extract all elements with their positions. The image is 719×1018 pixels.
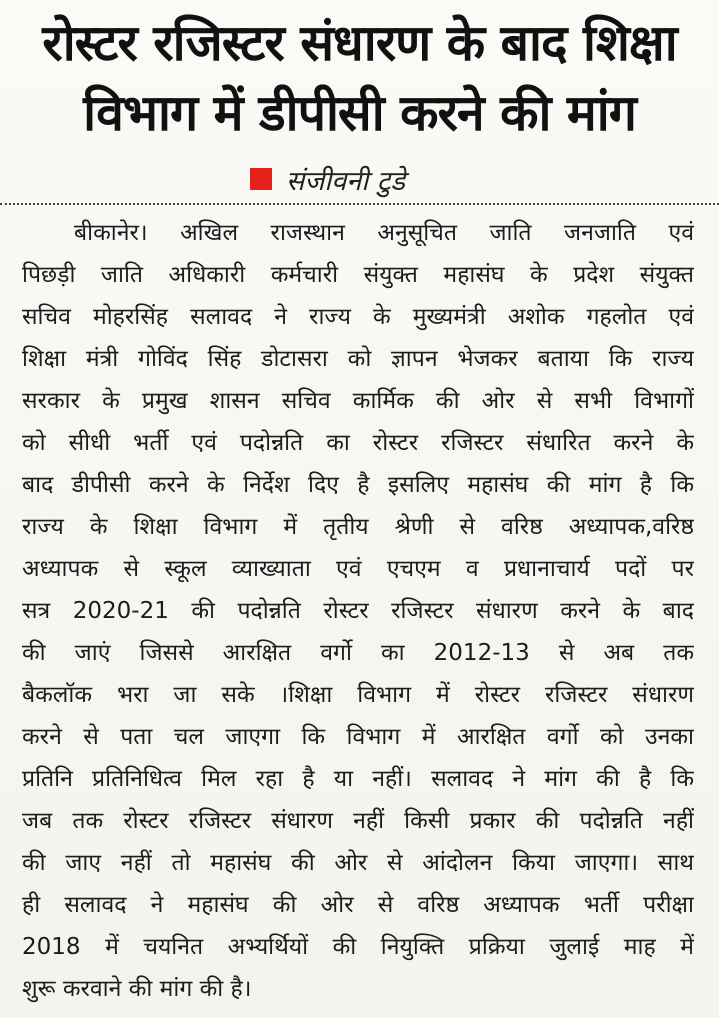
byline: [250, 162, 405, 196]
headline-line-1: रोस्टर रजिस्टर संधारण के बाद शिक्षा: [42, 14, 677, 72]
dotted-divider: [0, 203, 719, 205]
body-line: शुरू करवाने की मांग की है।: [22, 976, 252, 1002]
red-square-bullet-icon: [250, 168, 272, 190]
headline: [10, 8, 709, 148]
body-line: करने से पता चल जाएगा कि विभाग में आरक्षित वर्गो को उनका: [22, 724, 694, 750]
body-line: बीकानेर। अखिल राजस्थान अनुसूचित जाति जनजाति एवं: [74, 220, 694, 246]
body-line: को सीधी भर्ती एवं पदोन्नति का रोस्टर रजिस्टर संधारित करने के: [22, 430, 694, 456]
body-line: अध्यापक से स्कूल व्याख्याता एवं एचएम व प्रधानाचार्य पदों पर: [22, 556, 694, 582]
body-line: बाद डीपीसी करने के निर्देश दिए है इसलिए महासंघ की मांग है कि: [22, 472, 694, 498]
byline-source: संजीवनी टुडे: [286, 165, 405, 197]
body-line: सचिव मोहरसिंह सलावद ने राज्य के मुख्यमंत्री अशोक गहलोत एवं: [22, 304, 694, 330]
body-line: सरकार के प्रमुख शासन सचिव कार्मिक की ओर से सभी विभागों: [22, 388, 694, 414]
body-line: पिछड़ी जाति अधिकारी कर्मचारी संयुक्त महासंघ के प्रदेश संयुक्त: [22, 262, 694, 288]
body-line: राज्य के शिक्षा विभाग में तृतीय श्रेणी से वरिष्ठ अध्यापक,वरिष्ठ: [22, 514, 694, 540]
body-line: बैकलॉक भरा जा सके ।शिक्षा विभाग में रोस्टर रजिस्टर संधारण: [22, 682, 694, 708]
body-line: ही सलावद ने महासंघ की ओर से वरिष्ठ अध्यापक भर्ती परीक्षा: [22, 892, 694, 918]
body-line: जब तक रोस्टर रजिस्टर संधारण नहीं किसी प्रकार की पदोन्नति नहीं: [22, 808, 694, 834]
body-line: की जाएं जिससे आरक्षित वर्गो का 2012-13 से अब तक: [22, 640, 694, 666]
headline-line-2: विभाग में डीपीसी करने की मांग: [83, 84, 636, 142]
body-line: 2018 में चयनित अभ्यर्थियों की नियुक्ति प्रक्रिया जुलाई माह में: [22, 934, 694, 960]
body-line: सत्र 2020-21 की पदोन्नति रोस्टर रजिस्टर संधारण करने के बाद: [22, 598, 694, 624]
body-line: की जाए नहीं तो महासंघ की ओर से आंदोलन किया जाएगा। साथ: [22, 850, 694, 876]
article-body: [22, 212, 694, 1010]
body-line: शिक्षा मंत्री गोविंद सिंह डोटासरा को ज्ञापन भेजकर बताया कि राज्य: [22, 346, 694, 372]
body-line: प्रतिनि प्रतिनिधित्व मिल रहा है या नहीं। सलावद ने मांग की है कि: [22, 766, 694, 792]
